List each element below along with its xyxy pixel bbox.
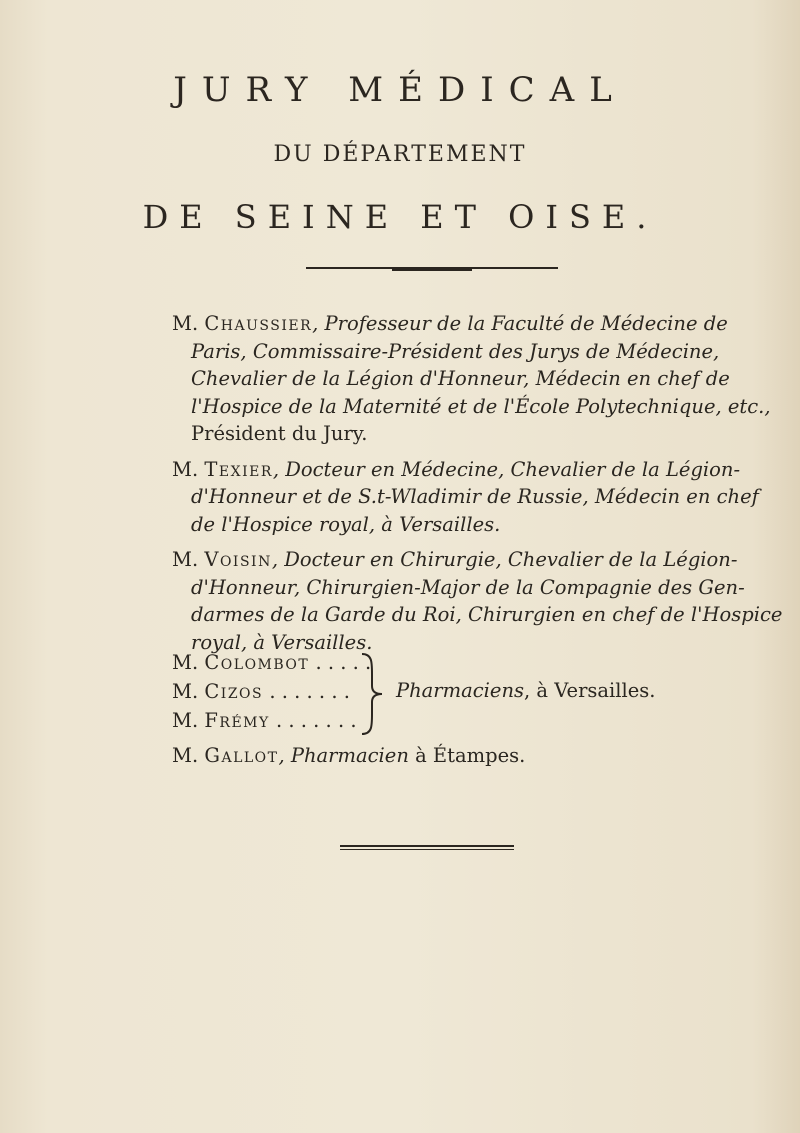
entry-line: , Docteur en Médecine, Chevalier de la Légion- (272, 457, 741, 481)
entry-line: d'Honneur, Chirurgien-Major de la Compagnie des Gen- (191, 575, 745, 599)
entry-chaussier (172, 310, 771, 448)
entry-line: Président du Jury. (191, 422, 368, 445)
title-jury-medical: JURY MÉDICAL (173, 70, 627, 110)
entry-prefix: M. (172, 548, 199, 571)
pharmacien-colombot: M. Colombot . . . . . (172, 651, 372, 674)
entry-name: Voisin (204, 548, 272, 571)
bottom-divider-rule (340, 845, 514, 851)
title-du-departement: DU DÉPARTEMENT (273, 142, 527, 167)
entry-line: , Professeur de la Faculté de Médecine de (312, 312, 728, 335)
jury-members-list (172, 310, 783, 664)
top-divider-rule (306, 267, 558, 271)
curly-brace-icon (358, 652, 384, 736)
entry-prefix: M. (172, 457, 199, 481)
entry-line: d'Honneur et de S.t-Wladimir de Russie, Médecin en chef (191, 485, 759, 508)
entry-line: de l'Hospice royal, à Versailles. (191, 512, 501, 536)
entry-line: darmes de la Garde du Roi, Chirurgien en chef de l'Hospice (191, 603, 783, 626)
entry-voisin (172, 546, 783, 656)
entry-gallot: M. Gallot, Pharmacien à Étampes. (172, 744, 526, 767)
entry-name: Texier (204, 457, 273, 481)
entry-line: , Docteur en Chirurgie, Chevalier de la Légion- (271, 548, 738, 571)
entry-name: Chaussier (204, 312, 313, 335)
title-seine-et-oise: DE SEINE ET OISE. (142, 198, 658, 236)
pharmacien-cizos: M. Cizos . . . . . . . (172, 680, 350, 703)
entry-texier (172, 456, 759, 539)
entry-prefix: M. (172, 312, 199, 335)
entry-line: l'Hospice de la Maternité et de l'École Polytechnique, etc., (191, 394, 771, 418)
entry-line: royal, à Versailles. (191, 630, 373, 654)
entry-line: Paris, Commissaire-Président des Jurys de Médecine, (191, 339, 720, 363)
pharmacien-fremy: M. Frémy . . . . . . . (172, 709, 357, 732)
entry-line: Chevalier de la Légion d'Honneur, Médecin en chef de (191, 367, 730, 390)
pharmaciens-label: Pharmaciens, à Versailles. (396, 679, 656, 702)
